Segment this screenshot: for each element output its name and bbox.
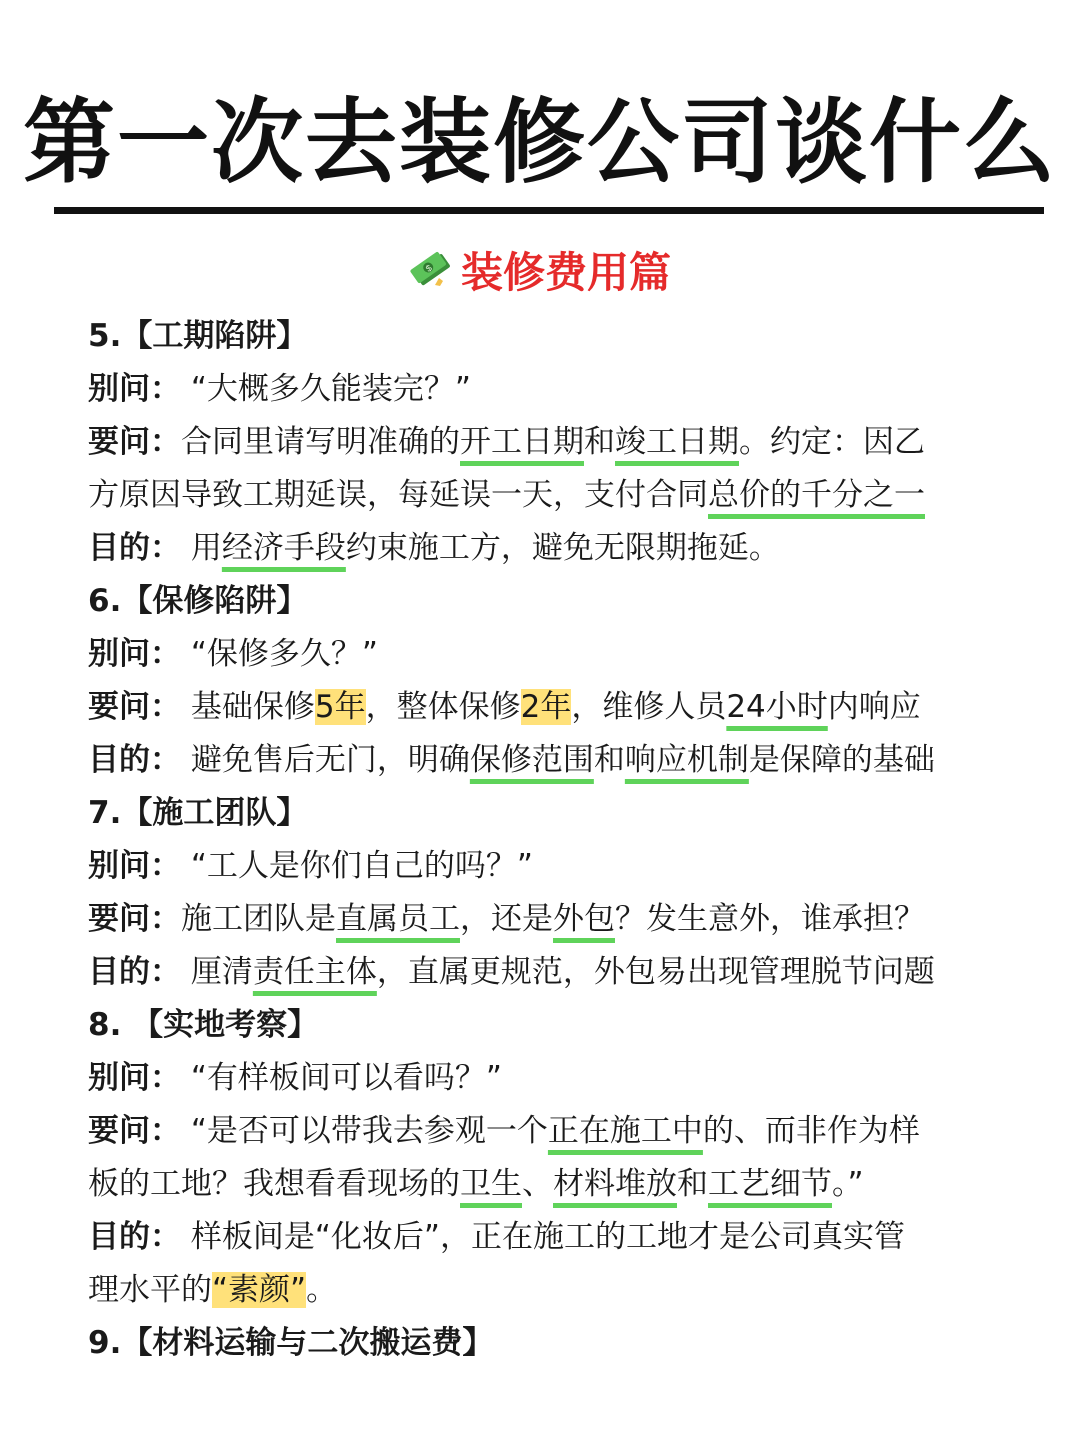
underlined-text: 竣工日期 xyxy=(615,424,739,460)
label-text: 目的： xyxy=(88,1219,181,1255)
text-line xyxy=(88,734,1028,787)
text-span: ，还是 xyxy=(460,901,553,937)
label-text: 别问： xyxy=(88,848,181,884)
section-subtitle xyxy=(0,240,1080,300)
underlined-text: 材料堆放 xyxy=(553,1166,677,1202)
text-span: 方原因导致工期延误，每延误一天，支付合同 xyxy=(88,477,708,513)
text-line xyxy=(88,416,1028,469)
label-text: 8. 【实地考察】 xyxy=(88,1007,319,1043)
text-span: 。约定：因乙 xyxy=(739,424,925,460)
text-line xyxy=(88,522,1028,575)
text-span: 是保障的基础 xyxy=(748,742,935,778)
label-text: 别问： xyxy=(88,1060,181,1096)
text-span: 施工团队是 xyxy=(181,901,336,937)
text-line xyxy=(88,575,1028,628)
text-span: 的、而非作为样 xyxy=(702,1113,920,1149)
text-span: 厘清 xyxy=(181,954,253,990)
money-icon xyxy=(409,246,453,294)
label-text: 要问： xyxy=(88,424,181,460)
text-span: 基础保修 xyxy=(181,689,315,725)
label-text: 要问： xyxy=(88,901,181,937)
text-span: 。” xyxy=(832,1166,864,1202)
text-line xyxy=(88,1264,1028,1317)
text-span: ？发生意外，谁承担？ xyxy=(615,901,925,937)
text-line xyxy=(88,469,1028,522)
label-text: 7.【施工团队】 xyxy=(88,795,308,831)
label-text: 目的： xyxy=(88,530,181,566)
label-text: 目的： xyxy=(88,954,181,990)
svg-text:$: $ xyxy=(423,262,434,274)
underlined-text: 责任主体 xyxy=(252,954,377,990)
text-line xyxy=(88,999,1028,1052)
subtitle-text: 装修费用篇 xyxy=(460,248,671,297)
text-line xyxy=(88,946,1028,999)
text-span: 、 xyxy=(522,1166,553,1202)
highlighted-text: 2年 xyxy=(520,689,572,725)
title-divider xyxy=(54,207,1044,214)
highlighted-text: 5年 xyxy=(314,689,366,725)
label-text: 要问： xyxy=(88,689,181,725)
text-span: ，直属更规范，外包易出现管理脱节问题 xyxy=(376,954,935,990)
text-span: 理水平的 xyxy=(88,1272,212,1308)
text-span: ，整体保修 xyxy=(365,689,521,725)
text-span: 避免售后无门，明确 xyxy=(181,742,470,778)
text-line xyxy=(88,1211,1028,1264)
text-line xyxy=(88,840,1028,893)
underlined-text: 响应机制 xyxy=(624,742,749,778)
text-line xyxy=(88,1158,1028,1211)
underlined-text: 直属员工 xyxy=(336,901,460,937)
text-line xyxy=(88,1317,1028,1370)
text-line xyxy=(88,310,1028,363)
text-line xyxy=(88,893,1028,946)
underlined-text: 24小时 xyxy=(726,689,828,725)
text-span: “保修多久？” xyxy=(181,636,378,672)
underlined-text: 正在施工中 xyxy=(547,1113,703,1149)
text-line xyxy=(88,1105,1028,1158)
text-line xyxy=(88,363,1028,416)
page-title: 第一次去装修公司谈什么 xyxy=(22,89,1057,196)
underlined-text: 保修范围 xyxy=(469,742,594,778)
text-span: 合同里请写明准确的 xyxy=(181,424,460,460)
text-span: “有样板间可以看吗？” xyxy=(181,1060,502,1096)
text-span: 和 xyxy=(593,742,625,778)
label-text: 别问： xyxy=(88,636,181,672)
text-span: 样板间是“化妆后”，正在施工的工地才是公司真实管 xyxy=(181,1219,905,1255)
text-span: 板的工地？我想看看现场的 xyxy=(88,1166,460,1202)
underlined-text: 总价的千分之一 xyxy=(708,477,925,513)
text-span: ，维修人员 xyxy=(571,689,727,725)
text-span: 内响应 xyxy=(827,689,921,725)
text-span: 用 xyxy=(181,530,222,566)
text-span: 和 xyxy=(677,1166,708,1202)
text-line xyxy=(88,787,1028,840)
label-text: 目的： xyxy=(88,742,181,778)
label-text: 9.【材料运输与二次搬运费】 xyxy=(88,1325,494,1361)
text-line xyxy=(88,681,1028,734)
text-span: “工人是你们自己的吗？” xyxy=(181,848,533,884)
label-text: 要问： xyxy=(88,1113,181,1149)
text-line xyxy=(88,1052,1028,1105)
underlined-text: 外包 xyxy=(553,901,615,937)
text-span: 约束施工方，避免无限期拖延。 xyxy=(345,530,780,566)
underlined-text: 工艺细节 xyxy=(708,1166,832,1202)
underlined-text: 开工日期 xyxy=(460,424,584,460)
qa-list xyxy=(88,310,1028,1370)
label-text: 别问： xyxy=(88,371,181,407)
underlined-text: 经济手段 xyxy=(221,530,346,566)
label-text: 6.【保修陷阱】 xyxy=(88,583,308,619)
text-line xyxy=(88,628,1028,681)
text-span: “是否可以带我去参观一个 xyxy=(181,1113,548,1149)
label-text: 5.【工期陷阱】 xyxy=(88,318,308,354)
underlined-text: 卫生 xyxy=(460,1166,522,1202)
text-span: “大概多久能装完？” xyxy=(181,371,471,407)
text-span: 。 xyxy=(306,1272,338,1308)
text-span: 和 xyxy=(584,424,615,460)
highlighted-text: “素颜” xyxy=(212,1272,307,1308)
